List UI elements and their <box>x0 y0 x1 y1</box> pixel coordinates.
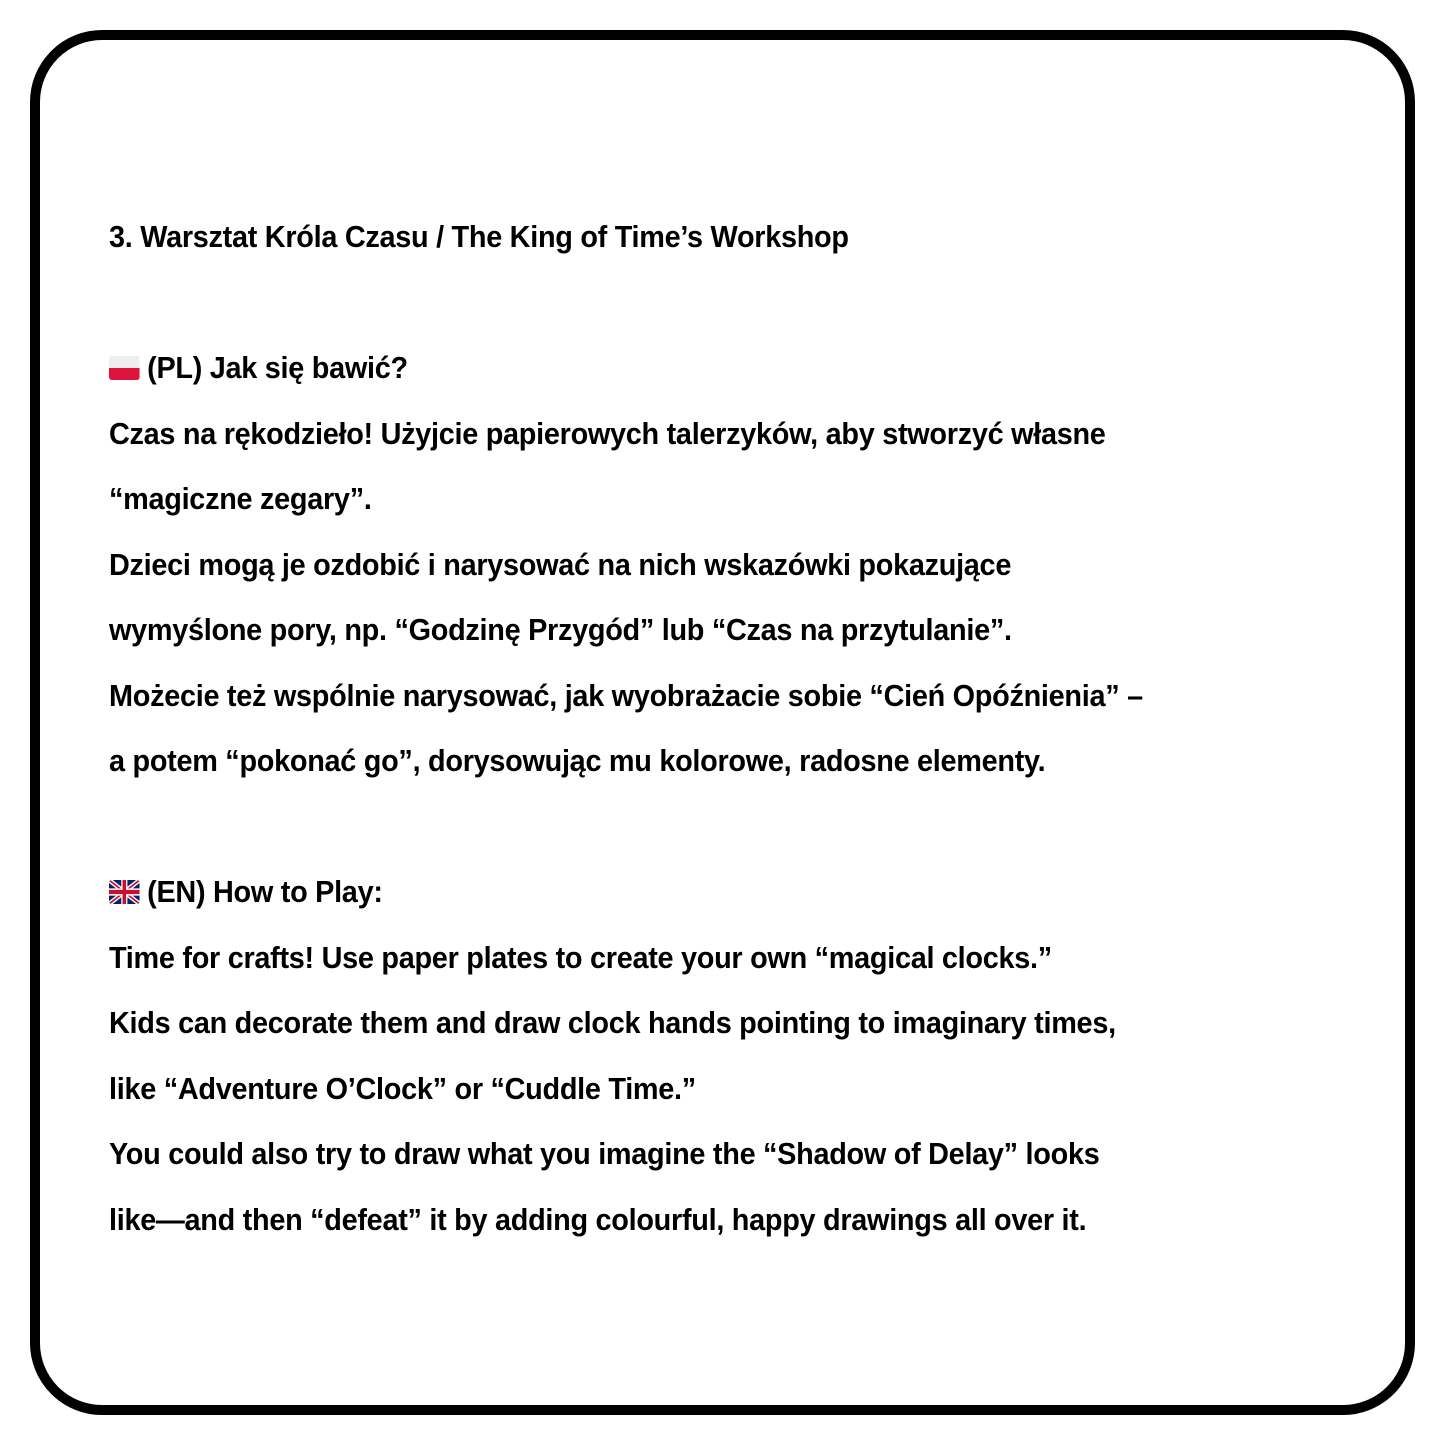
document-body <box>109 204 1369 1252</box>
paragraph-line: Dzieci mogą je ozdobić i narysować na nich wskazówki pokazujące <box>109 546 1012 582</box>
paragraph-line: like “Adventure O’Clock” or “Cuddle Time.” <box>109 1070 696 1106</box>
section-heading-pl <box>109 335 1281 401</box>
paragraph-line: Czas na rękodzieło! Użyjcie papierowych talerzyków, aby stworzyć własne <box>109 415 1106 451</box>
uk-flag-icon <box>109 880 140 904</box>
paragraph-line: “magiczne zegary”. <box>109 481 372 516</box>
spacer <box>109 270 1369 336</box>
paragraph-line: a potem “pokonać go”, dorysowując mu kolorowe, radosne elementy. <box>109 743 1046 778</box>
paragraph-line: Kids can decorate them and draw clock hands pointing to imaginary times, <box>109 1005 1116 1040</box>
page-title: 3. Warsztat Króla Czasu / The King of Time’s Workshop <box>109 219 849 254</box>
paragraph-line: You could also try to draw what you imagine the “Shadow of Delay” looks <box>109 1136 1100 1171</box>
poland-flag-icon <box>109 356 140 380</box>
paragraph-line: wymyślone pory, np. “Godzinę Przygód” lub “Czas na przytulanie”. <box>109 612 1012 647</box>
section-heading-en <box>109 859 1281 925</box>
paragraph-line: like—and then “defeat” it by adding colourful, happy drawings all over it. <box>109 1201 1087 1237</box>
spacer <box>109 794 1369 860</box>
section-heading-en-text: (EN) How to Play: <box>147 874 383 909</box>
paragraph-line: Time for crafts! Use paper plates to create your own “magical clocks.” <box>109 939 1052 975</box>
section-english <box>109 859 1369 1252</box>
paragraph-line: Możecie też wspólnie narysować, jak wyobrażacie sobie “Cień Opóźnienia” – <box>109 677 1143 713</box>
section-heading-pl-text: (PL) Jak się bawić? <box>147 350 408 385</box>
section-polish <box>109 335 1369 794</box>
